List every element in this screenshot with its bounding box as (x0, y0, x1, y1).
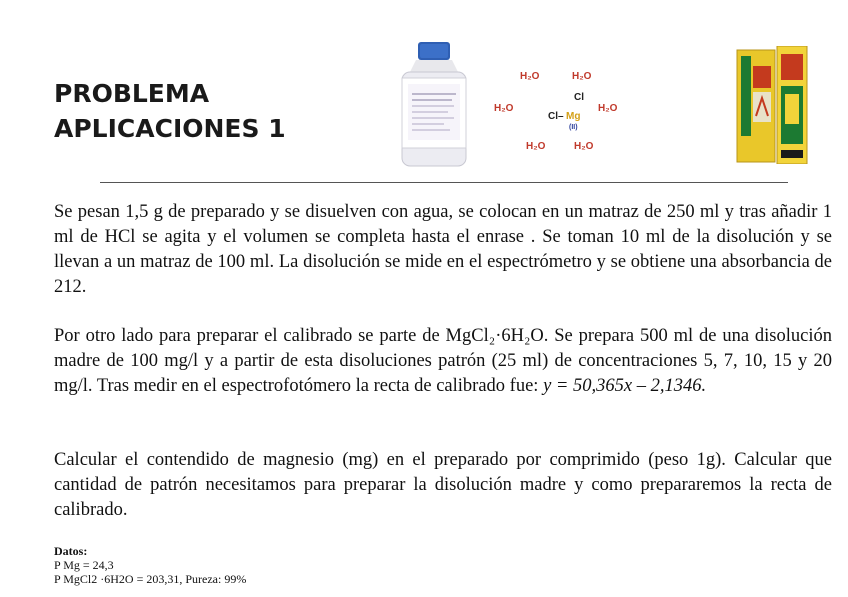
water-label: H₂O (598, 103, 618, 114)
problem-paragraph-3: Calcular el contendido de magnesio (mg) en el preparado por comprimido (peso 1g). Calcular que cantidad de patrón necesitamos para preparar la disolución madre y como prepararemos la recta de calibrado. (54, 450, 832, 520)
data-line-mgcl2: P MgCl2 ·6H2O = 203,31, Pureza: 99% (54, 572, 247, 586)
page-title (54, 76, 286, 146)
data-heading: Datos: (54, 544, 88, 558)
paragraph-2-text: Por otro lado para preparar el calibrado se parte de MgCl₂·6H₂O. Se prepara 500 ml de una disolución madre de 100 mg/l y a partir de esta disoluciones patrón (25 ml) de concentraciones 5, 7, 10, 15 y 20 mg/l. Tras medir en el espectrofotómero la recta de calibrado fue: (54, 326, 832, 396)
header-divider (100, 182, 788, 183)
water-label: H₂O (520, 71, 540, 82)
supplement-package-image (733, 46, 811, 164)
magnesium-label: Mg (566, 111, 581, 122)
data-line-mg: P Mg = 24,3 (54, 558, 114, 572)
problem-paragraph-2 (54, 324, 832, 399)
water-label: H₂O (494, 103, 514, 114)
chlorine-bond-label: Cl– (548, 111, 564, 122)
chlorine-label: Cl (574, 92, 584, 103)
problem-paragraph-1: Se pesan 1,5 g de preparado y se disuelven con agua, se colocan en un matraz de 250 ml y tras añadir 1 ml de HCl se agita y el volumen se completa hasta el enrase . Se toman 10 ml de la disolución y se llevan a un matraz de 100 ml. La disolución se mide en el espectrómetro y se obtiene una absorbancia de 212. (54, 202, 832, 297)
magnesium-chloride-hexahydrate-structure (494, 68, 626, 160)
reagent-bottle-image (394, 42, 474, 168)
title-line-2: APLICACIONES 1 (54, 114, 286, 143)
calibration-equation: y = 50,365x – 2,1346. (543, 376, 707, 396)
oxidation-state-label: (II) (569, 124, 578, 131)
water-label: H₂O (572, 71, 592, 82)
water-label: H₂O (574, 141, 594, 152)
title-line-1: PROBLEMA (54, 79, 210, 108)
water-label: H₂O (526, 141, 546, 152)
data-section (54, 544, 246, 586)
